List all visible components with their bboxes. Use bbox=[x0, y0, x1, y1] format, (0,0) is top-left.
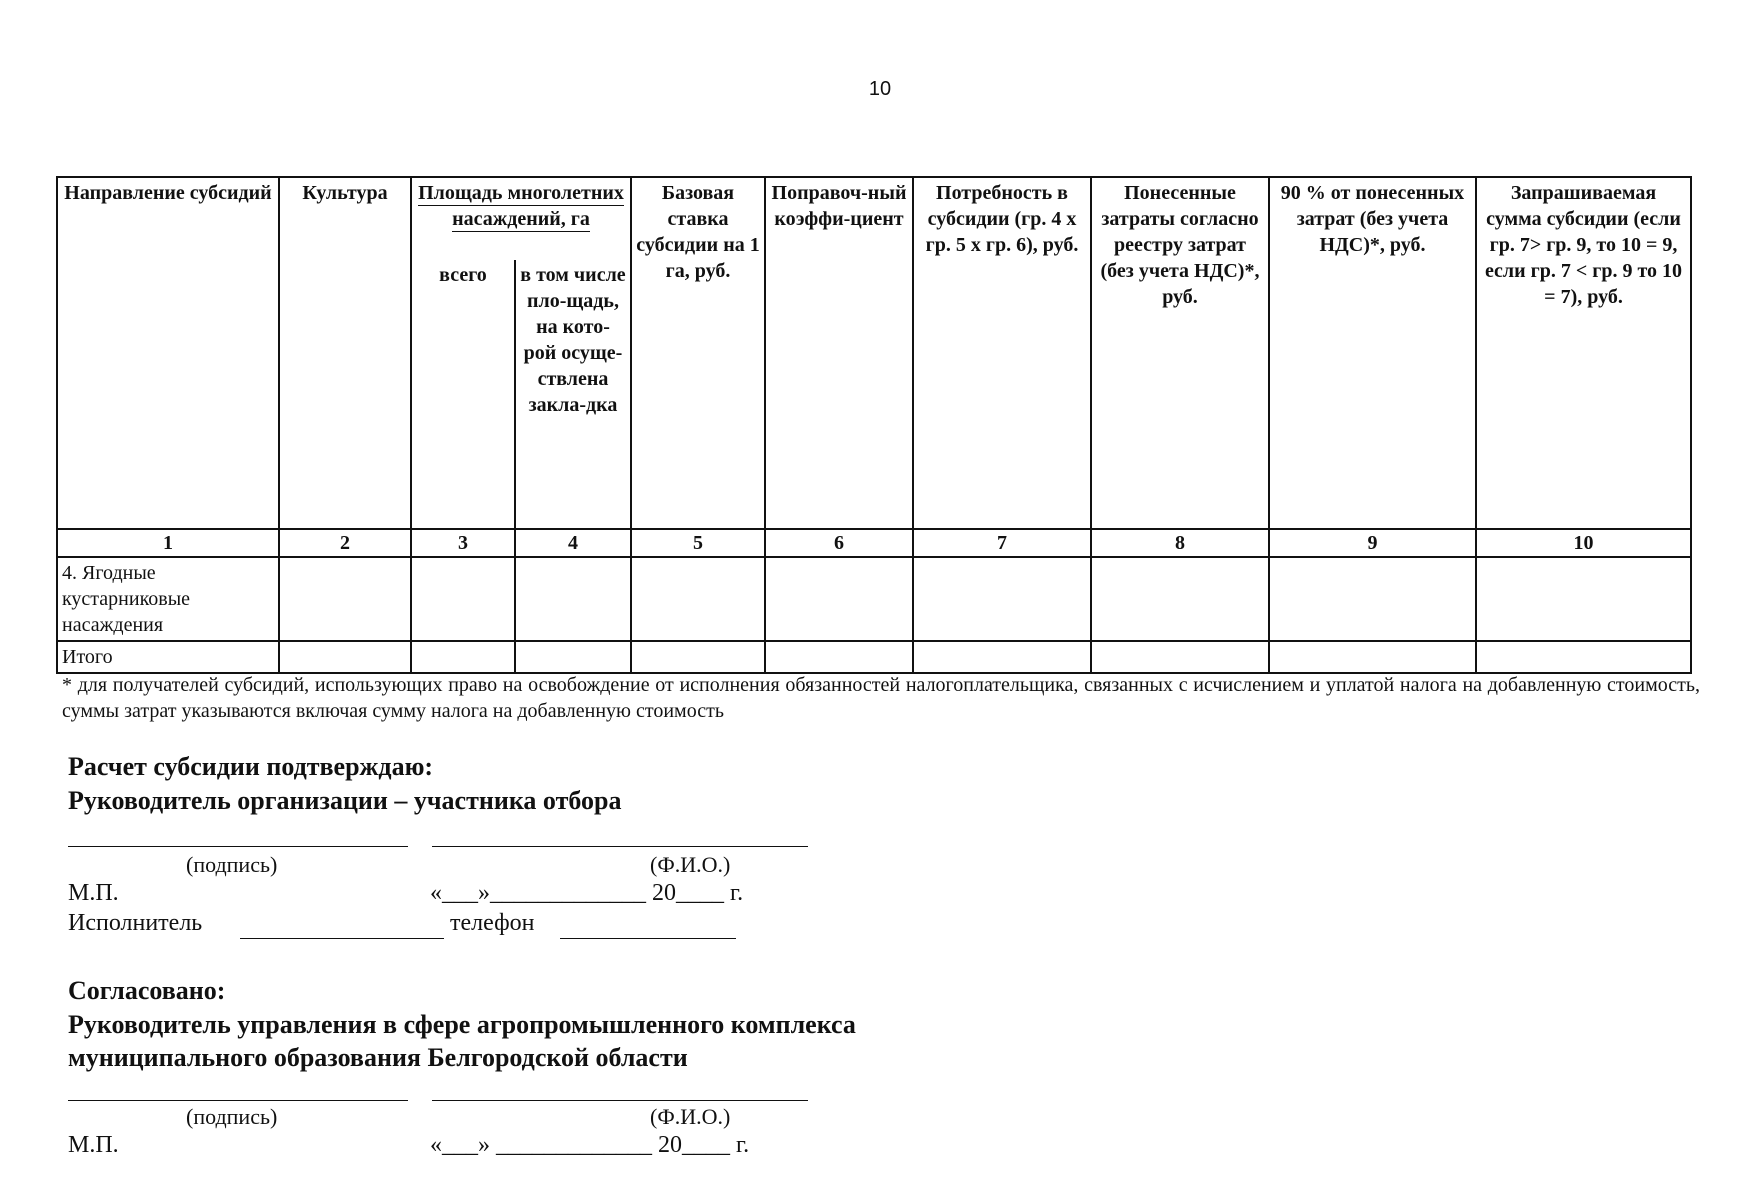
table-cell[interactable] bbox=[411, 557, 515, 641]
column-number: 10 bbox=[1476, 529, 1691, 557]
name-caption: (Ф.И.О.) bbox=[650, 1104, 731, 1129]
executor-line[interactable] bbox=[240, 938, 444, 939]
column-number: 9 bbox=[1269, 529, 1476, 557]
header-direction: Направление субсидий bbox=[57, 177, 279, 529]
table-cell[interactable] bbox=[1476, 641, 1691, 673]
table-cell[interactable] bbox=[515, 641, 631, 673]
signature-line[interactable] bbox=[68, 846, 408, 847]
table-cell[interactable] bbox=[631, 641, 765, 673]
confirm-heading: Расчет субсидии подтверждаю: bbox=[68, 752, 434, 781]
date-line[interactable]: «___» _____________ 20____ г. bbox=[430, 1132, 750, 1158]
column-number: 4 bbox=[515, 529, 631, 557]
agreed-municipality-heading: муниципального образования Белгородской области bbox=[68, 1043, 688, 1072]
table-cell[interactable] bbox=[1269, 557, 1476, 641]
header-culture: Культура bbox=[279, 177, 411, 529]
vat-footnote: * для получателей субсидий, использующих право на освобождение от исполнения обязанностей налогоплательщика, связанных с исчислением и уплатой налога на добавленную стоимость, суммы затрат указываются включая сумму налога на добавленную стоимость bbox=[62, 674, 1700, 722]
table-cell[interactable] bbox=[1091, 641, 1269, 673]
header-coefficient: Поправоч-ный коэффи-циент bbox=[765, 177, 913, 529]
header-costs: Понесенные затраты согласно реестру затрат (без учета НДС)*, руб. bbox=[1091, 177, 1269, 529]
column-number: 3 bbox=[411, 529, 515, 557]
signature-line[interactable] bbox=[68, 1100, 408, 1101]
table-cell[interactable] bbox=[631, 557, 765, 641]
header-area-incl: в том числе пло-щадь, на кото-рой осуще-ствлена закла-дка bbox=[515, 260, 631, 529]
date-line[interactable]: «___»_____________ 20____ г. bbox=[430, 880, 744, 906]
signature-caption: (подпись) bbox=[186, 852, 278, 877]
executor-label: Исполнитель bbox=[68, 910, 203, 936]
signature-caption: (подпись) bbox=[186, 1104, 278, 1129]
table-cell[interactable] bbox=[279, 641, 411, 673]
table-cell[interactable] bbox=[913, 641, 1091, 673]
agreed-manager-heading: Руководитель управления в сфере агропромышленного комплекса bbox=[68, 1010, 856, 1039]
table-cell[interactable] bbox=[765, 641, 913, 673]
table-cell[interactable] bbox=[279, 557, 411, 641]
name-caption: (Ф.И.О.) bbox=[650, 852, 731, 877]
header-area-group-text: Площадь многолетних насаждений, га bbox=[418, 182, 624, 230]
header-90-percent: 90 % от понесенных затрат (без учета НДС)*, руб. bbox=[1269, 177, 1476, 529]
column-number: 5 bbox=[631, 529, 765, 557]
stamp-label: М.П. bbox=[68, 880, 119, 906]
column-number: 8 bbox=[1091, 529, 1269, 557]
column-number: 1 bbox=[57, 529, 279, 557]
column-number-row bbox=[57, 529, 1691, 557]
header-need: Потребность в субсидии (гр. 4 х гр. 5 х гр. 6), руб. bbox=[913, 177, 1091, 529]
column-number: 7 bbox=[913, 529, 1091, 557]
header-area-group bbox=[411, 177, 631, 260]
table-cell[interactable] bbox=[765, 557, 913, 641]
row-label-berry-shrubs: 4. Ягодные кустарниковые насаждения bbox=[57, 557, 279, 641]
table-cell[interactable] bbox=[913, 557, 1091, 641]
phone-line[interactable] bbox=[560, 938, 736, 939]
name-line[interactable] bbox=[432, 1100, 808, 1101]
table-row-berry-shrubs bbox=[57, 557, 1691, 641]
stamp-label: М.П. bbox=[68, 1132, 119, 1158]
agreed-heading: Согласовано: bbox=[68, 976, 226, 1005]
header-row-1 bbox=[57, 177, 1691, 260]
header-area-total: всего bbox=[411, 260, 515, 529]
column-number: 2 bbox=[279, 529, 411, 557]
table-cell[interactable] bbox=[1269, 641, 1476, 673]
header-requested: Запрашиваемая сумма субсидии (если гр. 7> гр. 9, то 10 = 9, если гр. 7 < гр. 9 то 10 = 7), руб. bbox=[1476, 177, 1691, 529]
table-cell[interactable] bbox=[1091, 557, 1269, 641]
header-base-rate: Базовая ставка субсидии на 1 га, руб. bbox=[631, 177, 765, 529]
row-label-total: Итого bbox=[57, 641, 279, 673]
table-cell[interactable] bbox=[411, 641, 515, 673]
table-cell[interactable] bbox=[1476, 557, 1691, 641]
confirm-manager-heading: Руководитель организации – участника отбора bbox=[68, 786, 622, 815]
table-row-total bbox=[57, 641, 1691, 673]
page-number: 10 bbox=[868, 78, 892, 100]
name-line[interactable] bbox=[432, 846, 808, 847]
subsidy-calculation-table bbox=[56, 176, 1692, 674]
column-number: 6 bbox=[765, 529, 913, 557]
phone-label: телефон bbox=[450, 910, 535, 936]
table-cell[interactable] bbox=[515, 557, 631, 641]
